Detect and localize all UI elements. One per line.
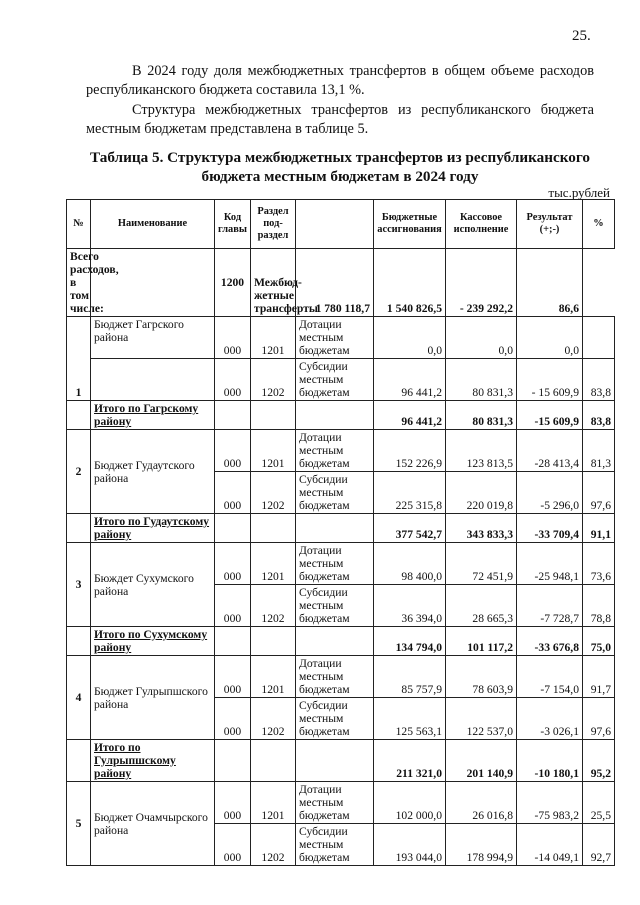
cell-type: Субсидии местным бюджетам bbox=[296, 472, 374, 514]
subtotal-name: Итого по Гагрскому району bbox=[91, 401, 215, 430]
subtotal-empty-cell bbox=[215, 401, 251, 430]
cell-code: 000 bbox=[215, 472, 251, 514]
cell-result: -5 296,0 bbox=[517, 472, 583, 514]
subtotal-name: Итого по Сухумскому району bbox=[91, 627, 215, 656]
cell-result: -7 154,0 bbox=[517, 656, 583, 698]
cell-execution: 78 603,9 bbox=[446, 656, 517, 698]
cell-execution: 72 451,9 bbox=[446, 543, 517, 585]
cell-code: 000 bbox=[215, 824, 251, 866]
cell-type: Дотации местным бюджетам bbox=[296, 543, 374, 585]
subtotal-allocations: 96 441,2 bbox=[374, 401, 446, 430]
cell-result: 0,0 bbox=[517, 317, 583, 359]
total-allocations: 1 780 118,7 bbox=[296, 249, 374, 317]
subtotal-empty-cell bbox=[215, 627, 251, 656]
cell-type: Дотации местным бюджетам bbox=[296, 430, 374, 472]
cell-percent: 81,3 bbox=[583, 430, 615, 472]
cell-execution: 178 994,9 bbox=[446, 824, 517, 866]
subtotal-num-empty bbox=[67, 740, 91, 782]
district-row bbox=[67, 782, 615, 824]
subtotal-result: -15 609,9 bbox=[517, 401, 583, 430]
cell-execution: 220 019,8 bbox=[446, 472, 517, 514]
cell-type: Субсидии местным бюджетам bbox=[296, 359, 374, 401]
cell-allocations: 36 394,0 bbox=[374, 585, 446, 627]
cell-percent: 78,8 bbox=[583, 585, 615, 627]
district-row bbox=[67, 317, 615, 359]
cell-section: 1202 bbox=[251, 824, 296, 866]
cell-section: 1202 bbox=[251, 472, 296, 514]
cell-execution: 26 016,8 bbox=[446, 782, 517, 824]
cell-allocations: 98 400,0 bbox=[374, 543, 446, 585]
subtotal-num-empty bbox=[67, 514, 91, 543]
cell-allocations: 0,0 bbox=[374, 317, 446, 359]
paragraph-table-reference: Структура межбюджетных трансфертов из республиканского бюджета местным бюджетам представлена в таблице 5. bbox=[86, 102, 594, 137]
subtotal-result: -33 676,8 bbox=[517, 627, 583, 656]
district-number: 1 bbox=[67, 317, 91, 401]
subtotal-execution: 343 833,3 bbox=[446, 514, 517, 543]
district-row bbox=[67, 543, 615, 585]
subtotal-allocations: 134 794,0 bbox=[374, 627, 446, 656]
cell-section: 1201 bbox=[251, 430, 296, 472]
cell-result: -75 983,2 bbox=[517, 782, 583, 824]
cell-code: 000 bbox=[215, 585, 251, 627]
district-name: Бюджет Гулрыпшского района bbox=[91, 656, 215, 740]
cell-execution: 0,0 bbox=[446, 317, 517, 359]
subtotal-num-empty bbox=[67, 401, 91, 430]
cell-code: 000 bbox=[215, 656, 251, 698]
cell-code: 000 bbox=[215, 430, 251, 472]
total-percent: 86,6 bbox=[517, 249, 583, 317]
cell-execution: 80 831,3 bbox=[446, 359, 517, 401]
total-code bbox=[91, 249, 215, 317]
cell-execution: 122 537,0 bbox=[446, 698, 517, 740]
cell-percent: 91,7 bbox=[583, 656, 615, 698]
subtotal-name: Итого по Гудаутскому району bbox=[91, 514, 215, 543]
cell-execution: 123 813,5 bbox=[446, 430, 517, 472]
cell-type: Субсидии местным бюджетам bbox=[296, 698, 374, 740]
cell-percent: 97,6 bbox=[583, 472, 615, 514]
subtotal-empty-cell bbox=[251, 514, 296, 543]
cell-allocations: 225 315,8 bbox=[374, 472, 446, 514]
table-header-row bbox=[67, 200, 615, 249]
subtotal-empty-cell bbox=[251, 627, 296, 656]
cell-percent: 25,5 bbox=[583, 782, 615, 824]
cell-code: 000 bbox=[215, 359, 251, 401]
cell-result: - 15 609,9 bbox=[517, 359, 583, 401]
subtotal-execution: 80 831,3 bbox=[446, 401, 517, 430]
subtotal-empty-cell bbox=[251, 740, 296, 782]
header-execution: Кассовое исполнение bbox=[446, 200, 517, 249]
cell-percent: 83,8 bbox=[583, 359, 615, 401]
district-number: 3 bbox=[67, 543, 91, 627]
cell-type: Субсидии местным бюджетам bbox=[296, 585, 374, 627]
subtotal-allocations: 211 321,0 bbox=[374, 740, 446, 782]
subtotal-row bbox=[67, 401, 615, 430]
header-num: № bbox=[67, 200, 91, 249]
header-code: Код главы bbox=[215, 200, 251, 249]
cell-allocations: 125 563,1 bbox=[374, 698, 446, 740]
total-result: - 239 292,2 bbox=[446, 249, 517, 317]
subtotal-row bbox=[67, 514, 615, 543]
header-name: Наименование bbox=[91, 200, 215, 249]
subtotal-row bbox=[67, 627, 615, 656]
cell-type: Субсидии местным бюджетам bbox=[296, 824, 374, 866]
subtotal-execution: 201 140,9 bbox=[446, 740, 517, 782]
cell-allocations: 96 441,2 bbox=[374, 359, 446, 401]
district-row bbox=[67, 656, 615, 698]
subtotal-percent: 83,8 bbox=[583, 401, 615, 430]
header-percent: % bbox=[583, 200, 615, 249]
district-name: Бюджет Гагрского района bbox=[91, 317, 215, 359]
table-caption: Таблица 5. Структура межбюджетных трансфертов из республиканского бюджета местным бюджетам в 2024 году bbox=[90, 149, 590, 185]
total-section: 1200 bbox=[215, 249, 251, 317]
cell-percent: 92,7 bbox=[583, 824, 615, 866]
transfers-table bbox=[66, 199, 615, 866]
cell-allocations: 102 000,0 bbox=[374, 782, 446, 824]
cell-result: -28 413,4 bbox=[517, 430, 583, 472]
district-number: 2 bbox=[67, 430, 91, 514]
header-type bbox=[296, 200, 374, 249]
table-units: тыс.рублей bbox=[548, 185, 610, 200]
district-name: Бюждет Сухумского района bbox=[91, 543, 215, 627]
cell-execution: 28 665,3 bbox=[446, 585, 517, 627]
subtotal-percent: 75,0 bbox=[583, 627, 615, 656]
cell-result: -14 049,1 bbox=[517, 824, 583, 866]
district-name: Бюджет Гудаутского района bbox=[91, 430, 215, 514]
cell-code: 000 bbox=[215, 543, 251, 585]
subtotal-percent: 91,1 bbox=[583, 514, 615, 543]
total-name: Всего расходов, в том числе: bbox=[67, 249, 91, 317]
cell-code: 000 bbox=[215, 698, 251, 740]
cell-allocations: 85 757,9 bbox=[374, 656, 446, 698]
cell-percent bbox=[583, 317, 615, 359]
cell-result: -3 026,1 bbox=[517, 698, 583, 740]
subtotal-name: Итого по Гулрыпшскому району bbox=[91, 740, 215, 782]
header-result: Результат (+;-) bbox=[517, 200, 583, 249]
cell-section: 1201 bbox=[251, 317, 296, 359]
cell-percent: 73,6 bbox=[583, 543, 615, 585]
cell-code: 000 bbox=[215, 782, 251, 824]
cell-type: Дотации местным бюджетам bbox=[296, 782, 374, 824]
total-type: Межбюд-жетные трансферты bbox=[251, 249, 296, 317]
header-section: Раздел под-раздел bbox=[251, 200, 296, 249]
cell-allocations: 193 044,0 bbox=[374, 824, 446, 866]
cell-allocations: 152 226,9 bbox=[374, 430, 446, 472]
subtotal-num-empty bbox=[67, 627, 91, 656]
cell-type: Дотации местным бюджетам bbox=[296, 656, 374, 698]
subtotal-result: -10 180,1 bbox=[517, 740, 583, 782]
total-execution: 1 540 826,5 bbox=[374, 249, 446, 317]
cell-code: 000 bbox=[215, 317, 251, 359]
subtotal-empty-cell bbox=[296, 514, 374, 543]
district-number: 5 bbox=[67, 782, 91, 866]
total-row bbox=[67, 249, 615, 317]
district-row bbox=[67, 359, 615, 401]
cell-section: 1201 bbox=[251, 543, 296, 585]
cell-section: 1201 bbox=[251, 782, 296, 824]
cell-percent: 97,6 bbox=[583, 698, 615, 740]
subtotal-row bbox=[67, 740, 615, 782]
cell-result: -25 948,1 bbox=[517, 543, 583, 585]
subtotal-execution: 101 117,2 bbox=[446, 627, 517, 656]
cell-section: 1202 bbox=[251, 698, 296, 740]
cell-type: Дотации местным бюджетам bbox=[296, 317, 374, 359]
page-number: 25. bbox=[572, 28, 591, 44]
district-name: Бюджет Очамчырского района bbox=[91, 782, 215, 866]
subtotal-percent: 95,2 bbox=[583, 740, 615, 782]
header-allocations: Бюджетные ассигнования bbox=[374, 200, 446, 249]
subtotal-result: -33 709,4 bbox=[517, 514, 583, 543]
cell-section: 1202 bbox=[251, 359, 296, 401]
cell-section: 1201 bbox=[251, 656, 296, 698]
subtotal-empty-cell bbox=[296, 740, 374, 782]
cell-result: -7 728,7 bbox=[517, 585, 583, 627]
subtotal-empty-cell bbox=[215, 514, 251, 543]
subtotal-allocations: 377 542,7 bbox=[374, 514, 446, 543]
subtotal-empty-cell bbox=[296, 401, 374, 430]
subtotal-empty-cell bbox=[215, 740, 251, 782]
district-name-empty bbox=[91, 359, 215, 401]
subtotal-empty-cell bbox=[251, 401, 296, 430]
district-row bbox=[67, 430, 615, 472]
cell-section: 1202 bbox=[251, 585, 296, 627]
district-number: 4 bbox=[67, 656, 91, 740]
paragraph-transfer-share: В 2024 году доля межбюджетных трансфертов в общем объеме расходов республиканского бюджета составила 13,1 %. bbox=[86, 63, 594, 98]
subtotal-empty-cell bbox=[296, 627, 374, 656]
